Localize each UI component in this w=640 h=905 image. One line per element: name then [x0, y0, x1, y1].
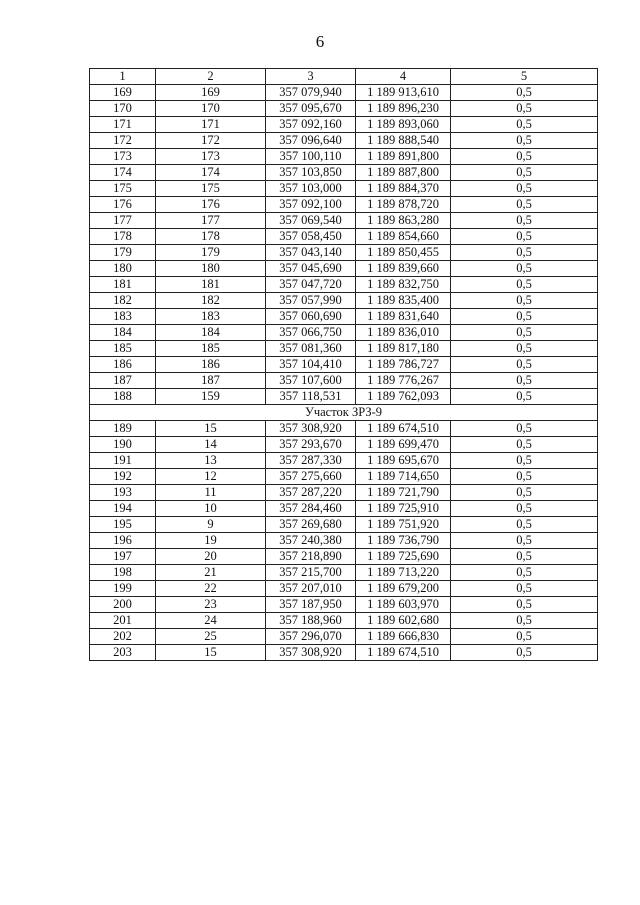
- table-cell: 0,5: [451, 421, 598, 437]
- table-cell: 201: [90, 613, 156, 629]
- table-cell: 0,5: [451, 229, 598, 245]
- table-cell: 357 207,010: [266, 581, 356, 597]
- table-cell: 198: [90, 565, 156, 581]
- table-cell: 199: [90, 581, 156, 597]
- table-cell: 357 296,070: [266, 629, 356, 645]
- table-cell: 0,5: [451, 629, 598, 645]
- table-cell: 0,5: [451, 133, 598, 149]
- table-header-row: [90, 69, 598, 85]
- table-cell: 1 189 884,370: [356, 181, 451, 197]
- table-cell: 1 189 751,920: [356, 517, 451, 533]
- table-cell: 1 189 736,790: [356, 533, 451, 549]
- table-cell: 1 189 832,750: [356, 277, 451, 293]
- table-cell: 1 189 839,660: [356, 261, 451, 277]
- table-cell: 1 189 695,670: [356, 453, 451, 469]
- table-cell: 1 189 831,640: [356, 309, 451, 325]
- table-row: [90, 213, 598, 229]
- table-cell: 15: [156, 645, 266, 661]
- table-cell: 19: [156, 533, 266, 549]
- table-cell: 0,5: [451, 485, 598, 501]
- table-cell: 186: [156, 357, 266, 373]
- table-cell: 357 218,890: [266, 549, 356, 565]
- table-cell: 14: [156, 437, 266, 453]
- table-row: [90, 277, 598, 293]
- table-cell: 13: [156, 453, 266, 469]
- table-cell: 1 189 850,455: [356, 245, 451, 261]
- table-cell: 185: [156, 341, 266, 357]
- table-cell: 0,5: [451, 197, 598, 213]
- table-cell: 174: [156, 165, 266, 181]
- table-cell: 357 275,660: [266, 469, 356, 485]
- table-row: [90, 437, 598, 453]
- table-cell: 0,5: [451, 581, 598, 597]
- table-cell: 1 189 721,790: [356, 485, 451, 501]
- section-title: Участок ЗРЗ-9: [90, 405, 598, 421]
- table-cell: 183: [156, 309, 266, 325]
- table-row: [90, 309, 598, 325]
- table-cell: 0,5: [451, 149, 598, 165]
- table-cell: 180: [156, 261, 266, 277]
- table-cell: 173: [90, 149, 156, 165]
- table-cell: 0,5: [451, 117, 598, 133]
- table-cell: 181: [156, 277, 266, 293]
- table-cell: 0,5: [451, 245, 598, 261]
- table-cell: 0,5: [451, 565, 598, 581]
- table-cell: 190: [90, 437, 156, 453]
- table-cell: 197: [90, 549, 156, 565]
- table-cell: 169: [156, 85, 266, 101]
- table-row: [90, 229, 598, 245]
- table-cell: 357 287,220: [266, 485, 356, 501]
- table-cell: 172: [156, 133, 266, 149]
- table-row: [90, 293, 598, 309]
- table-row: [90, 165, 598, 181]
- table-cell: 0,5: [451, 277, 598, 293]
- table-cell: 182: [156, 293, 266, 309]
- table-cell: 1 189 863,280: [356, 213, 451, 229]
- table-cell: 1 189 891,800: [356, 149, 451, 165]
- table-cell: 357 047,720: [266, 277, 356, 293]
- table-row: [90, 261, 598, 277]
- table-cell: 357 104,410: [266, 357, 356, 373]
- table-cell: 357 100,110: [266, 149, 356, 165]
- table-cell: 171: [156, 117, 266, 133]
- column-header: 3: [266, 69, 356, 85]
- table-cell: 0,5: [451, 597, 598, 613]
- table-row: [90, 549, 598, 565]
- table-cell: 1 189 893,060: [356, 117, 451, 133]
- table-cell: 191: [90, 453, 156, 469]
- table-cell: 1 189 817,180: [356, 341, 451, 357]
- table-row: [90, 597, 598, 613]
- table-cell: 194: [90, 501, 156, 517]
- table-cell: 173: [156, 149, 266, 165]
- table-cell: 357 096,640: [266, 133, 356, 149]
- table-cell: 203: [90, 645, 156, 661]
- table-cell: 15: [156, 421, 266, 437]
- table-cell: 187: [156, 373, 266, 389]
- table-cell: 1 189 835,400: [356, 293, 451, 309]
- table-row: [90, 357, 598, 373]
- table-cell: 1 189 854,660: [356, 229, 451, 245]
- table-cell: 0,5: [451, 213, 598, 229]
- table-cell: 11: [156, 485, 266, 501]
- table-cell: 192: [90, 469, 156, 485]
- coordinates-table: [89, 68, 598, 661]
- table-cell: 1 189 725,910: [356, 501, 451, 517]
- table-row: [90, 629, 598, 645]
- table-cell: 357 118,531: [266, 389, 356, 405]
- table-cell: 196: [90, 533, 156, 549]
- table-cell: 0,5: [451, 325, 598, 341]
- table-cell: 357 060,690: [266, 309, 356, 325]
- table-cell: 170: [90, 101, 156, 117]
- table-cell: 357 269,680: [266, 517, 356, 533]
- table-row: [90, 565, 598, 581]
- table-cell: 193: [90, 485, 156, 501]
- table-cell: 1 189 679,200: [356, 581, 451, 597]
- table-row: [90, 325, 598, 341]
- table-cell: 1 189 603,970: [356, 597, 451, 613]
- table-cell: 357 103,850: [266, 165, 356, 181]
- column-header: 1: [90, 69, 156, 85]
- table-cell: 0,5: [451, 645, 598, 661]
- table-row: [90, 469, 598, 485]
- table-cell: 178: [90, 229, 156, 245]
- page-number: 6: [315, 32, 325, 51]
- section-row: [90, 405, 598, 421]
- table-row: [90, 581, 598, 597]
- table-cell: 1 189 725,690: [356, 549, 451, 565]
- table-cell: 357 043,140: [266, 245, 356, 261]
- table-cell: 187: [90, 373, 156, 389]
- table-cell: 1 189 786,727: [356, 357, 451, 373]
- table-cell: 23: [156, 597, 266, 613]
- table-cell: 25: [156, 629, 266, 645]
- table-cell: 357 081,360: [266, 341, 356, 357]
- table-cell: 357 092,160: [266, 117, 356, 133]
- table-cell: 0,5: [451, 469, 598, 485]
- table-cell: 357 240,380: [266, 533, 356, 549]
- table-cell: 177: [156, 213, 266, 229]
- table-cell: 357 045,690: [266, 261, 356, 277]
- table-cell: 178: [156, 229, 266, 245]
- table-cell: 1 189 878,720: [356, 197, 451, 213]
- table-cell: 357 095,670: [266, 101, 356, 117]
- table-cell: 0,5: [451, 341, 598, 357]
- table-cell: 0,5: [451, 501, 598, 517]
- table-cell: 1 189 714,650: [356, 469, 451, 485]
- table-cell: 357 293,670: [266, 437, 356, 453]
- table-cell: 357 308,920: [266, 421, 356, 437]
- table-cell: 195: [90, 517, 156, 533]
- table-row: [90, 421, 598, 437]
- table-row: [90, 485, 598, 501]
- table-row: [90, 85, 598, 101]
- table-cell: 183: [90, 309, 156, 325]
- table-cell: 357 188,960: [266, 613, 356, 629]
- table-row: [90, 501, 598, 517]
- column-header: 2: [156, 69, 266, 85]
- table-cell: 0,5: [451, 101, 598, 117]
- table-cell: 357 215,700: [266, 565, 356, 581]
- table-cell: 357 107,600: [266, 373, 356, 389]
- table-cell: 182: [90, 293, 156, 309]
- table-cell: 0,5: [451, 85, 598, 101]
- table-row: [90, 149, 598, 165]
- table-cell: 21: [156, 565, 266, 581]
- table-cell: 179: [156, 245, 266, 261]
- table-cell: 188: [90, 389, 156, 405]
- table-cell: 357 092,100: [266, 197, 356, 213]
- table-row: [90, 117, 598, 133]
- table-body-part-2: [90, 421, 598, 661]
- table-cell: 357 187,950: [266, 597, 356, 613]
- table-cell: 357 079,940: [266, 85, 356, 101]
- table-cell: 1 189 913,610: [356, 85, 451, 101]
- table-cell: 20: [156, 549, 266, 565]
- table-cell: 177: [90, 213, 156, 229]
- table-cell: 175: [90, 181, 156, 197]
- table-cell: 357 287,330: [266, 453, 356, 469]
- table-body-part-1: [90, 85, 598, 405]
- table-cell: 357 058,450: [266, 229, 356, 245]
- table-cell: 0,5: [451, 453, 598, 469]
- table-cell: 0,5: [451, 309, 598, 325]
- table-cell: 12: [156, 469, 266, 485]
- table-row: [90, 517, 598, 533]
- table-cell: 169: [90, 85, 156, 101]
- table-cell: 357 103,000: [266, 181, 356, 197]
- table-row: [90, 197, 598, 213]
- table-cell: 0,5: [451, 165, 598, 181]
- table-cell: 0,5: [451, 437, 598, 453]
- table-cell: 357 308,920: [266, 645, 356, 661]
- table-cell: 357 284,460: [266, 501, 356, 517]
- table-cell: 1 189 699,470: [356, 437, 451, 453]
- table-cell: 0,5: [451, 389, 598, 405]
- table-row: [90, 373, 598, 389]
- table-cell: 1 189 836,010: [356, 325, 451, 341]
- table-cell: 180: [90, 261, 156, 277]
- table-cell: 0,5: [451, 293, 598, 309]
- table-cell: 170: [156, 101, 266, 117]
- table-cell: 1 189 674,510: [356, 421, 451, 437]
- table-cell: 176: [156, 197, 266, 213]
- table-row: [90, 341, 598, 357]
- table-cell: 171: [90, 117, 156, 133]
- table-cell: 1 189 896,230: [356, 101, 451, 117]
- table-cell: 1 189 666,830: [356, 629, 451, 645]
- table-row: [90, 181, 598, 197]
- table-row: [90, 533, 598, 549]
- table-cell: 179: [90, 245, 156, 261]
- table-cell: 0,5: [451, 181, 598, 197]
- table-cell: 1 189 602,680: [356, 613, 451, 629]
- table-cell: 181: [90, 277, 156, 293]
- table-cell: 9: [156, 517, 266, 533]
- table-cell: 357 057,990: [266, 293, 356, 309]
- table-cell: 1 189 674,510: [356, 645, 451, 661]
- table-cell: 172: [90, 133, 156, 149]
- table-cell: 174: [90, 165, 156, 181]
- table-cell: 0,5: [451, 549, 598, 565]
- column-header: 4: [356, 69, 451, 85]
- table-cell: 184: [90, 325, 156, 341]
- table-cell: 0,5: [451, 357, 598, 373]
- table-cell: 184: [156, 325, 266, 341]
- table-cell: 1 189 887,800: [356, 165, 451, 181]
- table-cell: 0,5: [451, 517, 598, 533]
- table-row: [90, 101, 598, 117]
- table-cell: 0,5: [451, 261, 598, 277]
- table-cell: 202: [90, 629, 156, 645]
- table-row: [90, 453, 598, 469]
- table-row: [90, 613, 598, 629]
- table-cell: 1 189 762,093: [356, 389, 451, 405]
- table-cell: 357 069,540: [266, 213, 356, 229]
- table-cell: 1 189 776,267: [356, 373, 451, 389]
- section-header: [90, 405, 598, 421]
- table-cell: 0,5: [451, 613, 598, 629]
- table-cell: 185: [90, 341, 156, 357]
- table-row: [90, 389, 598, 405]
- table-cell: 189: [90, 421, 156, 437]
- table-cell: 1 189 713,220: [356, 565, 451, 581]
- table-cell: 186: [90, 357, 156, 373]
- table-row: [90, 245, 598, 261]
- table-cell: 0,5: [451, 533, 598, 549]
- table-cell: 200: [90, 597, 156, 613]
- table-cell: 10: [156, 501, 266, 517]
- table-row: [90, 645, 598, 661]
- table-cell: 24: [156, 613, 266, 629]
- table-cell: 0,5: [451, 373, 598, 389]
- table-cell: 159: [156, 389, 266, 405]
- table-cell: 176: [90, 197, 156, 213]
- table-cell: 22: [156, 581, 266, 597]
- table-cell: 175: [156, 181, 266, 197]
- table-cell: 1 189 888,540: [356, 133, 451, 149]
- column-header: 5: [451, 69, 598, 85]
- table-cell: 357 066,750: [266, 325, 356, 341]
- table-row: [90, 133, 598, 149]
